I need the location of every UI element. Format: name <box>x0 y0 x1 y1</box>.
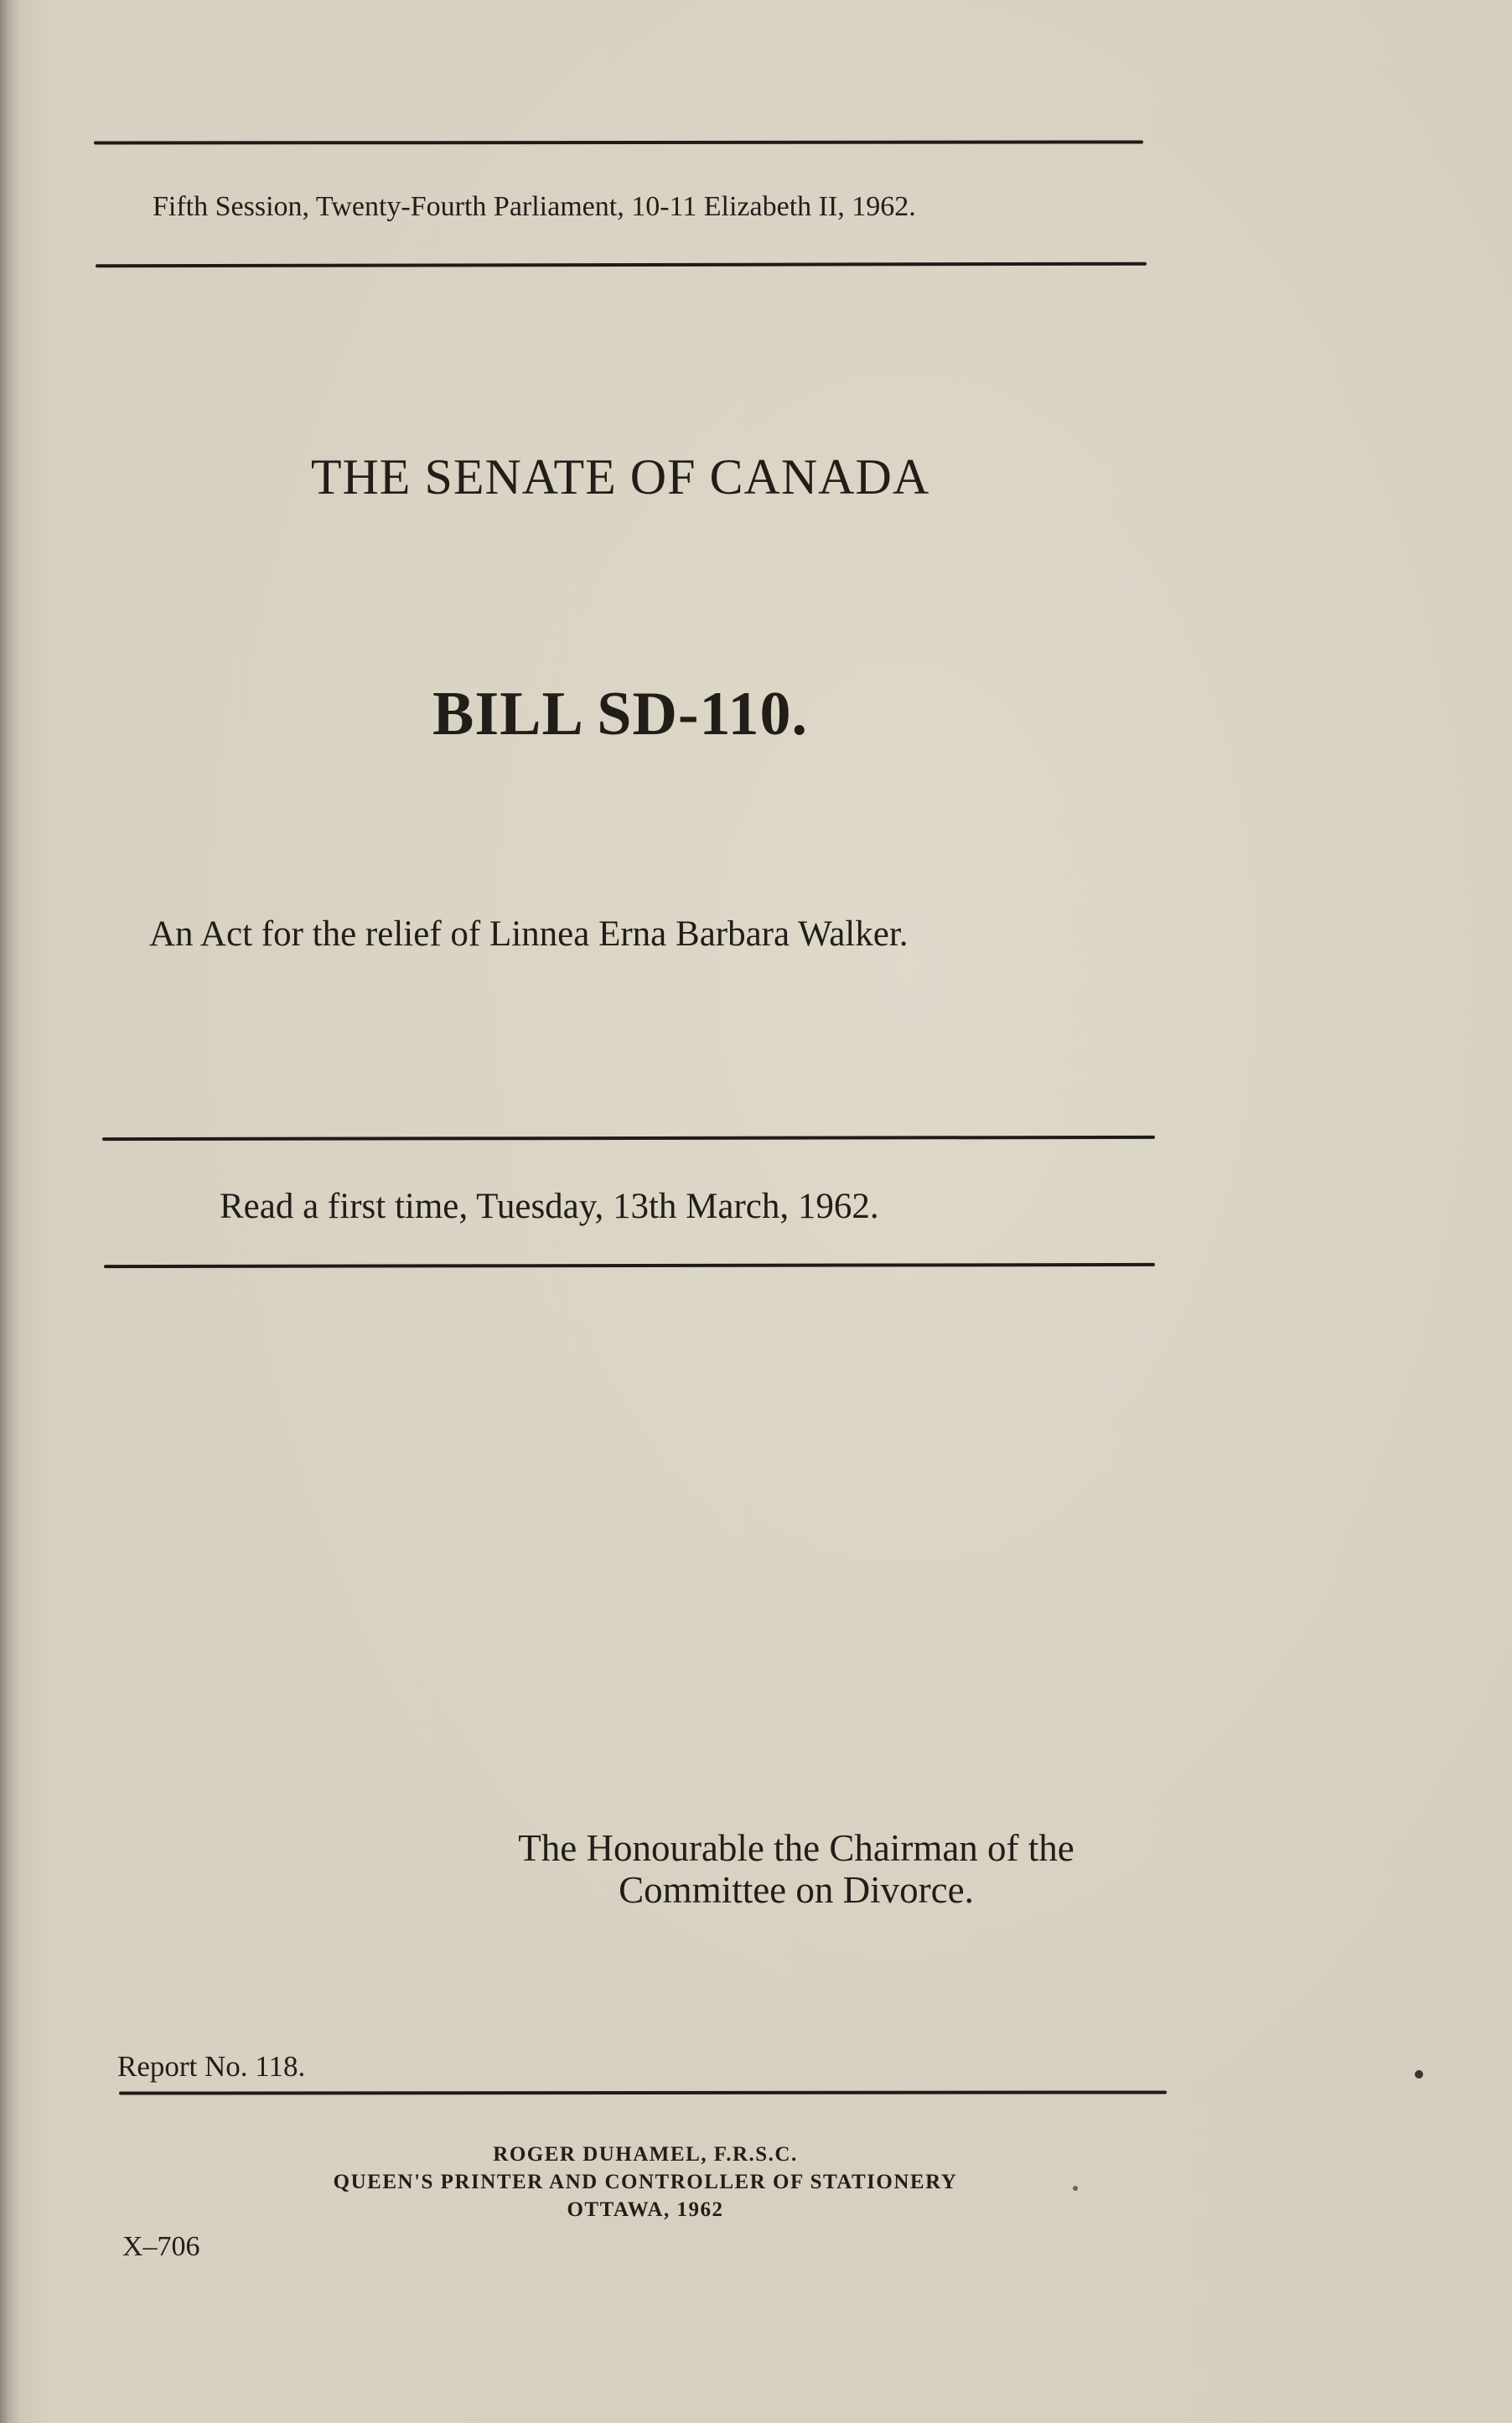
first-reading-line: Read a first time, Tuesday, 13th March, 1962. <box>220 1187 879 1226</box>
reading-rule-lower <box>104 1263 1155 1268</box>
senate-heading: THE SENATE OF CANADA <box>310 449 930 505</box>
sponsor-line-2: Committee on Divorce. <box>619 1869 974 1911</box>
sponsor-block <box>453 1827 1140 1911</box>
ink-spot <box>1415 2070 1423 2079</box>
footer-rule <box>119 2090 1167 2094</box>
printer-title: QUEEN'S PRINTER AND CONTROLLER OF STATIONERY <box>333 2171 958 2193</box>
sponsor-line-1: The Honourable the Chairman of the <box>518 1827 1074 1869</box>
top-rule-lower <box>96 262 1147 268</box>
printer-city: OTTAWA, 1962 <box>567 2198 724 2221</box>
act-description: An Act for the relief of Linnea Erna Barbara Walker. <box>149 914 909 954</box>
printer-imprint <box>168 2141 1123 2224</box>
reading-rule-upper <box>102 1136 1155 1141</box>
document-code: X–706 <box>122 2231 200 2262</box>
ink-spot-small <box>1073 2186 1078 2191</box>
bill-number: BILL SD-110. <box>432 680 808 748</box>
report-number: Report No. 118. <box>117 2050 306 2083</box>
printer-name: ROGER DUHAMEL, F.R.S.C. <box>493 2143 798 2166</box>
session-line: Fifth Session, Twenty-Fourth Parliament, 10-11 Elizabeth II, 1962. <box>153 191 916 222</box>
top-rule-upper <box>94 140 1143 144</box>
